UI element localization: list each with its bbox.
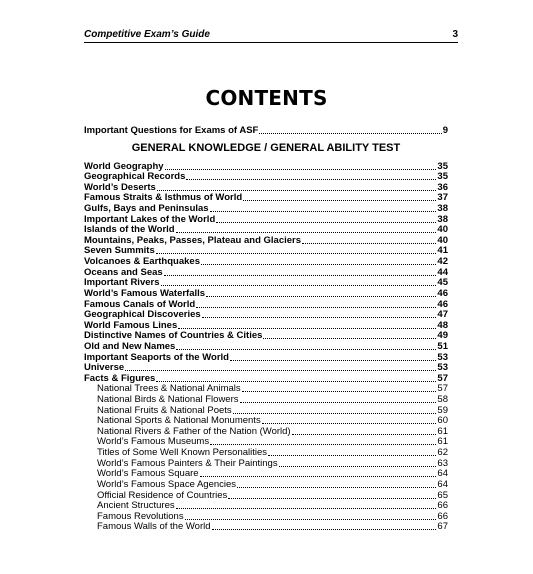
toc-entry[interactable] [84, 448, 448, 459]
table-of-contents [84, 126, 448, 533]
toc-entry-label: Universe [84, 363, 125, 374]
toc-entry[interactable] [84, 183, 448, 194]
toc-entry[interactable] [84, 215, 448, 226]
toc-entry-label: Geographical Records [84, 172, 186, 183]
toc-entry-label: Famous Walls of the World [97, 522, 211, 533]
toc-entry-label: Important Lakes of the World [84, 214, 216, 225]
leader-dots [240, 395, 437, 403]
leader-dots [210, 437, 436, 445]
leader-dots [292, 427, 437, 435]
toc-entry[interactable] [84, 331, 448, 342]
leader-dots [185, 512, 437, 520]
toc-entry[interactable] [84, 310, 448, 321]
leader-dots [176, 342, 436, 350]
toc-entry-label: World Geography [84, 161, 164, 172]
toc-entry-page: 53 [437, 363, 448, 374]
toc-entry-label: National Fruits & National Poets [97, 405, 232, 416]
toc-entry-page: 42 [437, 257, 448, 268]
toc-entry-label: World’s Famous Painters & Their Paintings [97, 458, 278, 469]
leader-dots [202, 310, 437, 318]
toc-entry-page: 67 [437, 522, 448, 533]
toc-entry-page: 41 [437, 246, 448, 257]
toc-entry-label: World’s Famous Space Agencies [97, 479, 237, 490]
toc-entry-page: 40 [437, 235, 448, 246]
toc-entry[interactable] [84, 384, 448, 395]
toc-entry[interactable] [84, 172, 448, 183]
toc-entry-page: 9 [442, 126, 448, 136]
toc-entry[interactable] [84, 321, 448, 332]
leader-dots [165, 162, 437, 170]
toc-entry[interactable] [84, 427, 448, 438]
toc-entry-page: 58 [437, 395, 448, 406]
toc-entry[interactable] [84, 437, 448, 448]
toc-entry-label: Important Seaports of the World [84, 352, 229, 363]
leader-dots [161, 278, 437, 286]
toc-entry-page: 40 [437, 225, 448, 236]
toc-entry-label: Volcanoes & Earthquakes [84, 257, 200, 268]
toc-entry-page: 38 [437, 204, 448, 215]
toc-entry[interactable] [84, 522, 448, 533]
toc-entry[interactable] [84, 204, 448, 215]
toc-entry-label: Famous Canals of World [84, 299, 196, 310]
leader-dots [178, 321, 436, 329]
toc-entry[interactable] [84, 268, 448, 279]
leader-dots [176, 225, 437, 233]
toc-entry-label: Islands of the World [84, 225, 175, 236]
toc-entry-label: Famous Revolutions [97, 511, 184, 522]
leader-dots [216, 215, 436, 223]
toc-entry-asf[interactable] [84, 126, 448, 137]
toc-entry-page: 65 [437, 490, 448, 501]
toc-entry-page: 57 [437, 373, 448, 384]
toc-entry-label: World Famous Lines [84, 320, 178, 331]
header-page-number: 3 [452, 29, 458, 40]
leader-dots [125, 363, 436, 371]
toc-entry-page: 57 [437, 384, 448, 395]
toc-entry-page: 61 [437, 437, 448, 448]
leader-dots [186, 172, 436, 180]
toc-entry[interactable] [84, 480, 448, 491]
toc-entry-page: 63 [437, 458, 448, 469]
toc-entry-page: 48 [437, 320, 448, 331]
toc-entry-label: National Birds & National Flowers [97, 395, 239, 406]
leader-dots [279, 459, 437, 467]
toc-entry-label: Mountains, Peaks, Passes, Plateau and Glaciers [84, 235, 302, 246]
toc-entry[interactable] [84, 469, 448, 480]
toc-entry[interactable] [84, 225, 448, 236]
leader-dots [212, 522, 437, 530]
toc-entry-page: 64 [437, 469, 448, 480]
toc-entry-label: National Rivers & Father of the Nation (World) [97, 426, 291, 437]
toc-entry-label: National Sports & National Monuments [97, 416, 261, 427]
toc-entry-page: 66 [437, 511, 448, 522]
leader-dots [206, 289, 436, 297]
toc-entry[interactable] [84, 162, 448, 173]
toc-entry[interactable] [84, 501, 448, 512]
page-header [84, 29, 458, 43]
toc-entry-label: Important Rivers [84, 278, 160, 289]
leader-dots [233, 406, 437, 414]
leader-dots [156, 374, 436, 382]
toc-entry-page: 44 [437, 267, 448, 278]
section-heading: GENERAL KNOWLEDGE / GENERAL ABILITY TEST [131, 141, 401, 154]
leader-dots [237, 480, 436, 488]
toc-entry[interactable] [84, 246, 448, 257]
toc-entry-page: 38 [437, 214, 448, 225]
toc-entry-label: Gulfs, Bays and Peninsulas [84, 204, 209, 215]
toc-entry-label: World’s Famous Waterfalls [84, 288, 206, 299]
leader-dots [259, 126, 441, 134]
toc-entry[interactable] [84, 374, 448, 385]
leader-dots [263, 331, 436, 339]
toc-entry-page: 60 [437, 416, 448, 427]
header-book-title: Competitive Exam’s Guide [84, 29, 210, 40]
toc-entry[interactable] [84, 406, 448, 417]
toc-entry-page: 62 [437, 448, 448, 459]
toc-entry[interactable] [84, 342, 448, 353]
toc-entry[interactable] [84, 289, 448, 300]
toc-entry-page: 37 [437, 193, 448, 204]
toc-entry[interactable] [84, 512, 448, 523]
leader-dots [243, 193, 436, 201]
toc-entry[interactable] [84, 236, 448, 247]
leader-dots [201, 257, 436, 265]
toc-entry-label: Distinctive Names of Countries & Cities [84, 331, 263, 342]
toc-entry[interactable] [84, 300, 448, 311]
toc-entry-page: 49 [437, 331, 448, 342]
toc-entry-page: 64 [437, 479, 448, 490]
toc-entry-label: Geographical Discoveries [84, 310, 201, 321]
toc-entry-label: Facts & Figures [84, 373, 156, 384]
toc-entry-label: Important Questions for Exams of ASF [84, 126, 259, 136]
toc-entry[interactable] [84, 491, 448, 502]
toc-entry-label: National Trees & National Animals [97, 384, 241, 395]
leader-dots [196, 300, 436, 308]
toc-entry-page: 66 [437, 501, 448, 512]
toc-entry[interactable] [84, 363, 448, 374]
toc-entry-label: Seven Summits [84, 246, 155, 257]
leader-dots [176, 501, 437, 509]
leader-dots [268, 448, 436, 456]
toc-entry[interactable] [84, 353, 448, 364]
toc-entry-label: Famous Straits & Isthmus of World [84, 193, 243, 204]
toc-entry-page: 47 [437, 310, 448, 321]
leader-dots [164, 268, 437, 276]
toc-entry-page: 59 [437, 405, 448, 416]
toc-entry-page: 45 [437, 278, 448, 289]
leader-dots [262, 416, 437, 424]
leader-dots [242, 384, 437, 392]
leader-dots [230, 353, 436, 361]
leader-dots [302, 236, 436, 244]
page-title: CONTENTS [205, 86, 328, 110]
toc-entry-page: 51 [437, 341, 448, 352]
toc-entry[interactable] [84, 278, 448, 289]
toc-entry-page: 53 [437, 352, 448, 363]
toc-entry-label: Oceans and Seas [84, 267, 163, 278]
toc-entry-label: World’s Famous Museums [97, 437, 210, 448]
toc-entry-label: Old and New Names [84, 341, 176, 352]
leader-dots [156, 246, 437, 254]
leader-dots [210, 204, 437, 212]
toc-entry-label: World’s Famous Square [97, 469, 199, 480]
toc-entry-label: Titles of Some Well Known Personalities [97, 448, 268, 459]
toc-entry-label: World’s Deserts [84, 182, 156, 193]
toc-entry-label: Ancient Structures [97, 501, 175, 512]
leader-dots [157, 183, 437, 191]
toc-entry[interactable] [84, 257, 448, 268]
toc-entry-page: 35 [437, 161, 448, 172]
toc-entry-page: 36 [437, 182, 448, 193]
leader-dots [200, 469, 437, 477]
leader-dots [228, 491, 436, 499]
toc-entry-page: 46 [437, 288, 448, 299]
toc-entry-page: 61 [437, 426, 448, 437]
toc-entry-page: 35 [437, 172, 448, 183]
toc-entry-list [84, 162, 448, 533]
toc-entry[interactable] [84, 416, 448, 427]
toc-entry[interactable] [84, 193, 448, 204]
toc-entry-label: Official Residence of Countries [97, 490, 228, 501]
toc-entry[interactable] [84, 459, 448, 470]
toc-entry-page: 46 [437, 299, 448, 310]
toc-entry[interactable] [84, 395, 448, 406]
